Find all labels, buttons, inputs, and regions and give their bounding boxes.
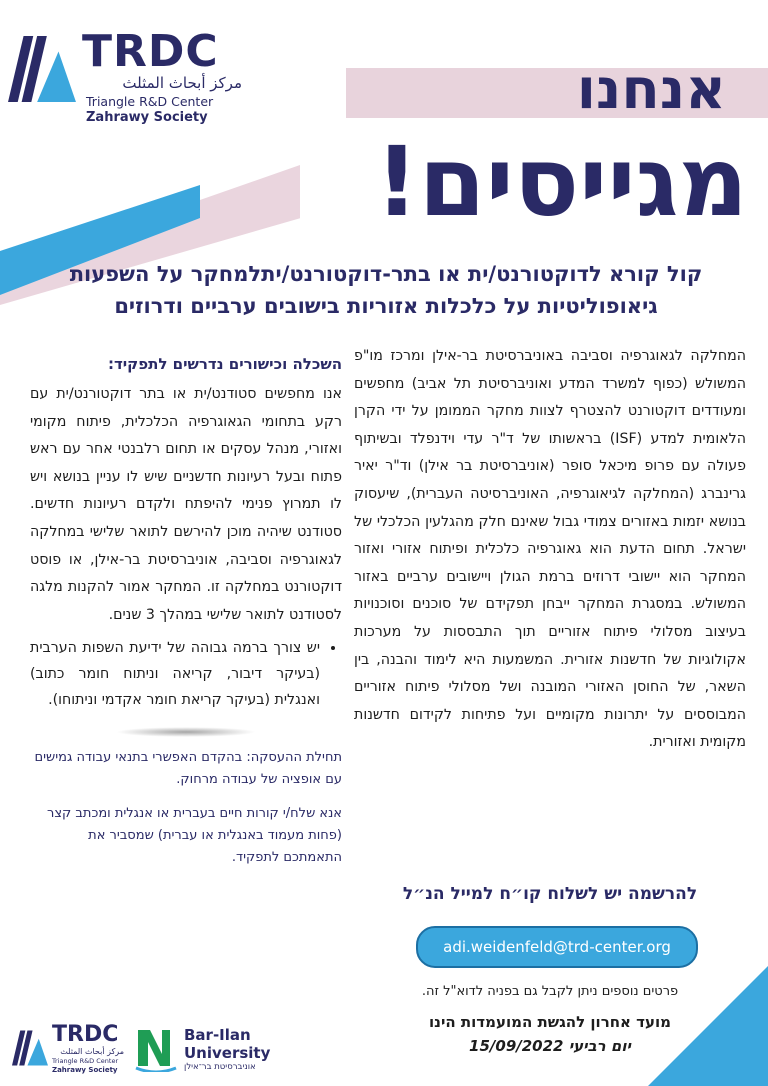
footer-trdc-society: Zahrawy Society (52, 1066, 118, 1074)
biu-line1: Bar-Ilan (184, 1026, 251, 1044)
details-note: פרטים נוספים ניתן לקבל גם בפניה לדוא"ל זה. (421, 984, 679, 999)
call-headline (30, 258, 742, 322)
contact-email-button[interactable]: adi.weidenfeld@trd-center.org (416, 926, 698, 968)
call-headline-line2: גיאופוליטיות על כלכלות אזוריות בישובים ערביים ודרוזים (114, 294, 658, 318)
trdc-english-name: Triangle R&D Center (86, 94, 214, 109)
language-requirement-item: • יש צורך ברמה גבוהה של ידיעת השפות הערבית (בעיקר דיבור, קריאה וניתוח חומר כתוב) ואנגלית (בעיקר קריאת חומר אקדמי וניתוחו). (30, 635, 320, 713)
deadline-date: יום רביעי 15/09/2022 (469, 1037, 631, 1055)
footer-trdc-logo (12, 1022, 124, 1076)
apply-heading: להרשמה יש לשלוח קו״ח למייל הנ״ל (402, 884, 698, 904)
requirements-paragraph: אנו מחפשים סטודנט/ית או בתר דוקטורנט/ית עם רקע בתחומי הגאוגרפיה הכלכלית, פיתוח מקומי ואזורי, מנהל עסקים או תחום רלבנטי אחר עם ראש פתוח ובעל רעיונות חדשניים שיש לו עניין בנושא ויש לו תמרוץ פנימי להיפתח ולקדם רעיונות חדשים. סטודנט שיהיה מוכן להירשם לתואר שלישי במחלקה לגאוגרפיה וסביבה, אוניברסיטת בר-אילן, או פוסט דוקטורנט במחלקה זו. המחקר אמור להקנות מלגה לסטודנט לתואר שלישי במהלך 3 שנים. (30, 386, 342, 623)
requirements-list (30, 635, 342, 713)
requirements-section (30, 355, 342, 881)
research-description (354, 343, 746, 757)
biu-line2: University (184, 1044, 271, 1062)
biu-hebrew: אוניברסיטת בר־אילן (184, 1062, 256, 1072)
start-date-note: תחילת ההעסקה: בהקדם האפשרי בתנאי עבודה גמישים עם אופציה של עבודה מרחוק. (34, 750, 342, 788)
call-headline-line1: קול קורא לדוקטורנט/ית או בתר-דוקטורנט/יתלמחקר על השפעות (69, 262, 703, 286)
footer-trdc-wordmark: TRDC (52, 1022, 119, 1047)
footer-biu-logo (134, 1022, 284, 1078)
footer-trdc-english: Triangle R&D Center (52, 1057, 119, 1065)
bar-ilan-emblem-icon (134, 1024, 178, 1072)
research-paragraph: המחלקה לגאוגרפיה וסביבה באוניברסיטת בר-אילן ומרכז מו"פ המשולש (כפוף למשרד המדע ואוניברסיטת תל אביב) מחפשים ומעודדים דוקטורנט להצטרף לצוות מחקר הממומן על ידי הקרן הלאומית למדע (ISF) בראשותו של ד"ר עדי וידנפלד ובשיתוף פעולה עם פרופ מיכאל סופר (אוניברסיטת בר אילן) וד"ר יאיר גרינברג (המחלקה לגיאוגרפיה, האוניברסיטה העברית), שיעסוק בנושא יזמות באזורים צמודי גבול שאינם חלק מהגלעין הכלכלי של ישראל. תחום הדעת הוא גאוגרפיה כלכלית ופיתוח אזורי ואזור המחקר הוא יישובי דרוזים ברמת הגולן ויישובים ערביים באזור המשולש. במסגרת המחקר ייבחן תפקידם של סוכנים וסוכנויות בעיצוב מסלולי פיתוח אזוריים תוך התבססות על מערכות אקולוגיות של חדשנות אזורית. המשמעות היא לימוד והבנה, בין השאר, של החוסן האזורי המובנה ושל מסלולי פיתוח אזוריים המבוססים על יתרונות מקומיים ועל פתיחות לקידום חדשנות מקומית ואזורית. (354, 348, 747, 751)
cv-instructions-note: אנא שלח/י קורות חיים בעברית או אנגלית ומכתב קצר (פחות מעמוד באנגלית או עברית) שמסביר את התאמתכם לתפקיד. (46, 806, 342, 866)
requirements-heading: השכלה וכישורים נדרשים לתפקיד: (107, 355, 342, 373)
footer-trdc-arabic: مركز أبحاث المثلث (60, 1047, 124, 1056)
footer-trdc-triangle-icon (12, 1026, 48, 1070)
trdc-society-name: Zahrawy Society (86, 110, 208, 125)
trdc-wordmark: TRDC (82, 26, 219, 77)
trdc-arabic-name: مركز أبحاث المثلث (122, 74, 242, 92)
trdc-triangle-icon (8, 36, 76, 102)
section-divider (116, 727, 256, 737)
hero-title-line2: מגייסים! (374, 126, 748, 238)
deadline-label: מועד אחרון להגשת המועמדות הינו (429, 1013, 671, 1031)
trdc-logo (8, 26, 258, 132)
hero-title-line1: אנחנו (576, 57, 726, 122)
deadline-block (354, 1010, 746, 1058)
